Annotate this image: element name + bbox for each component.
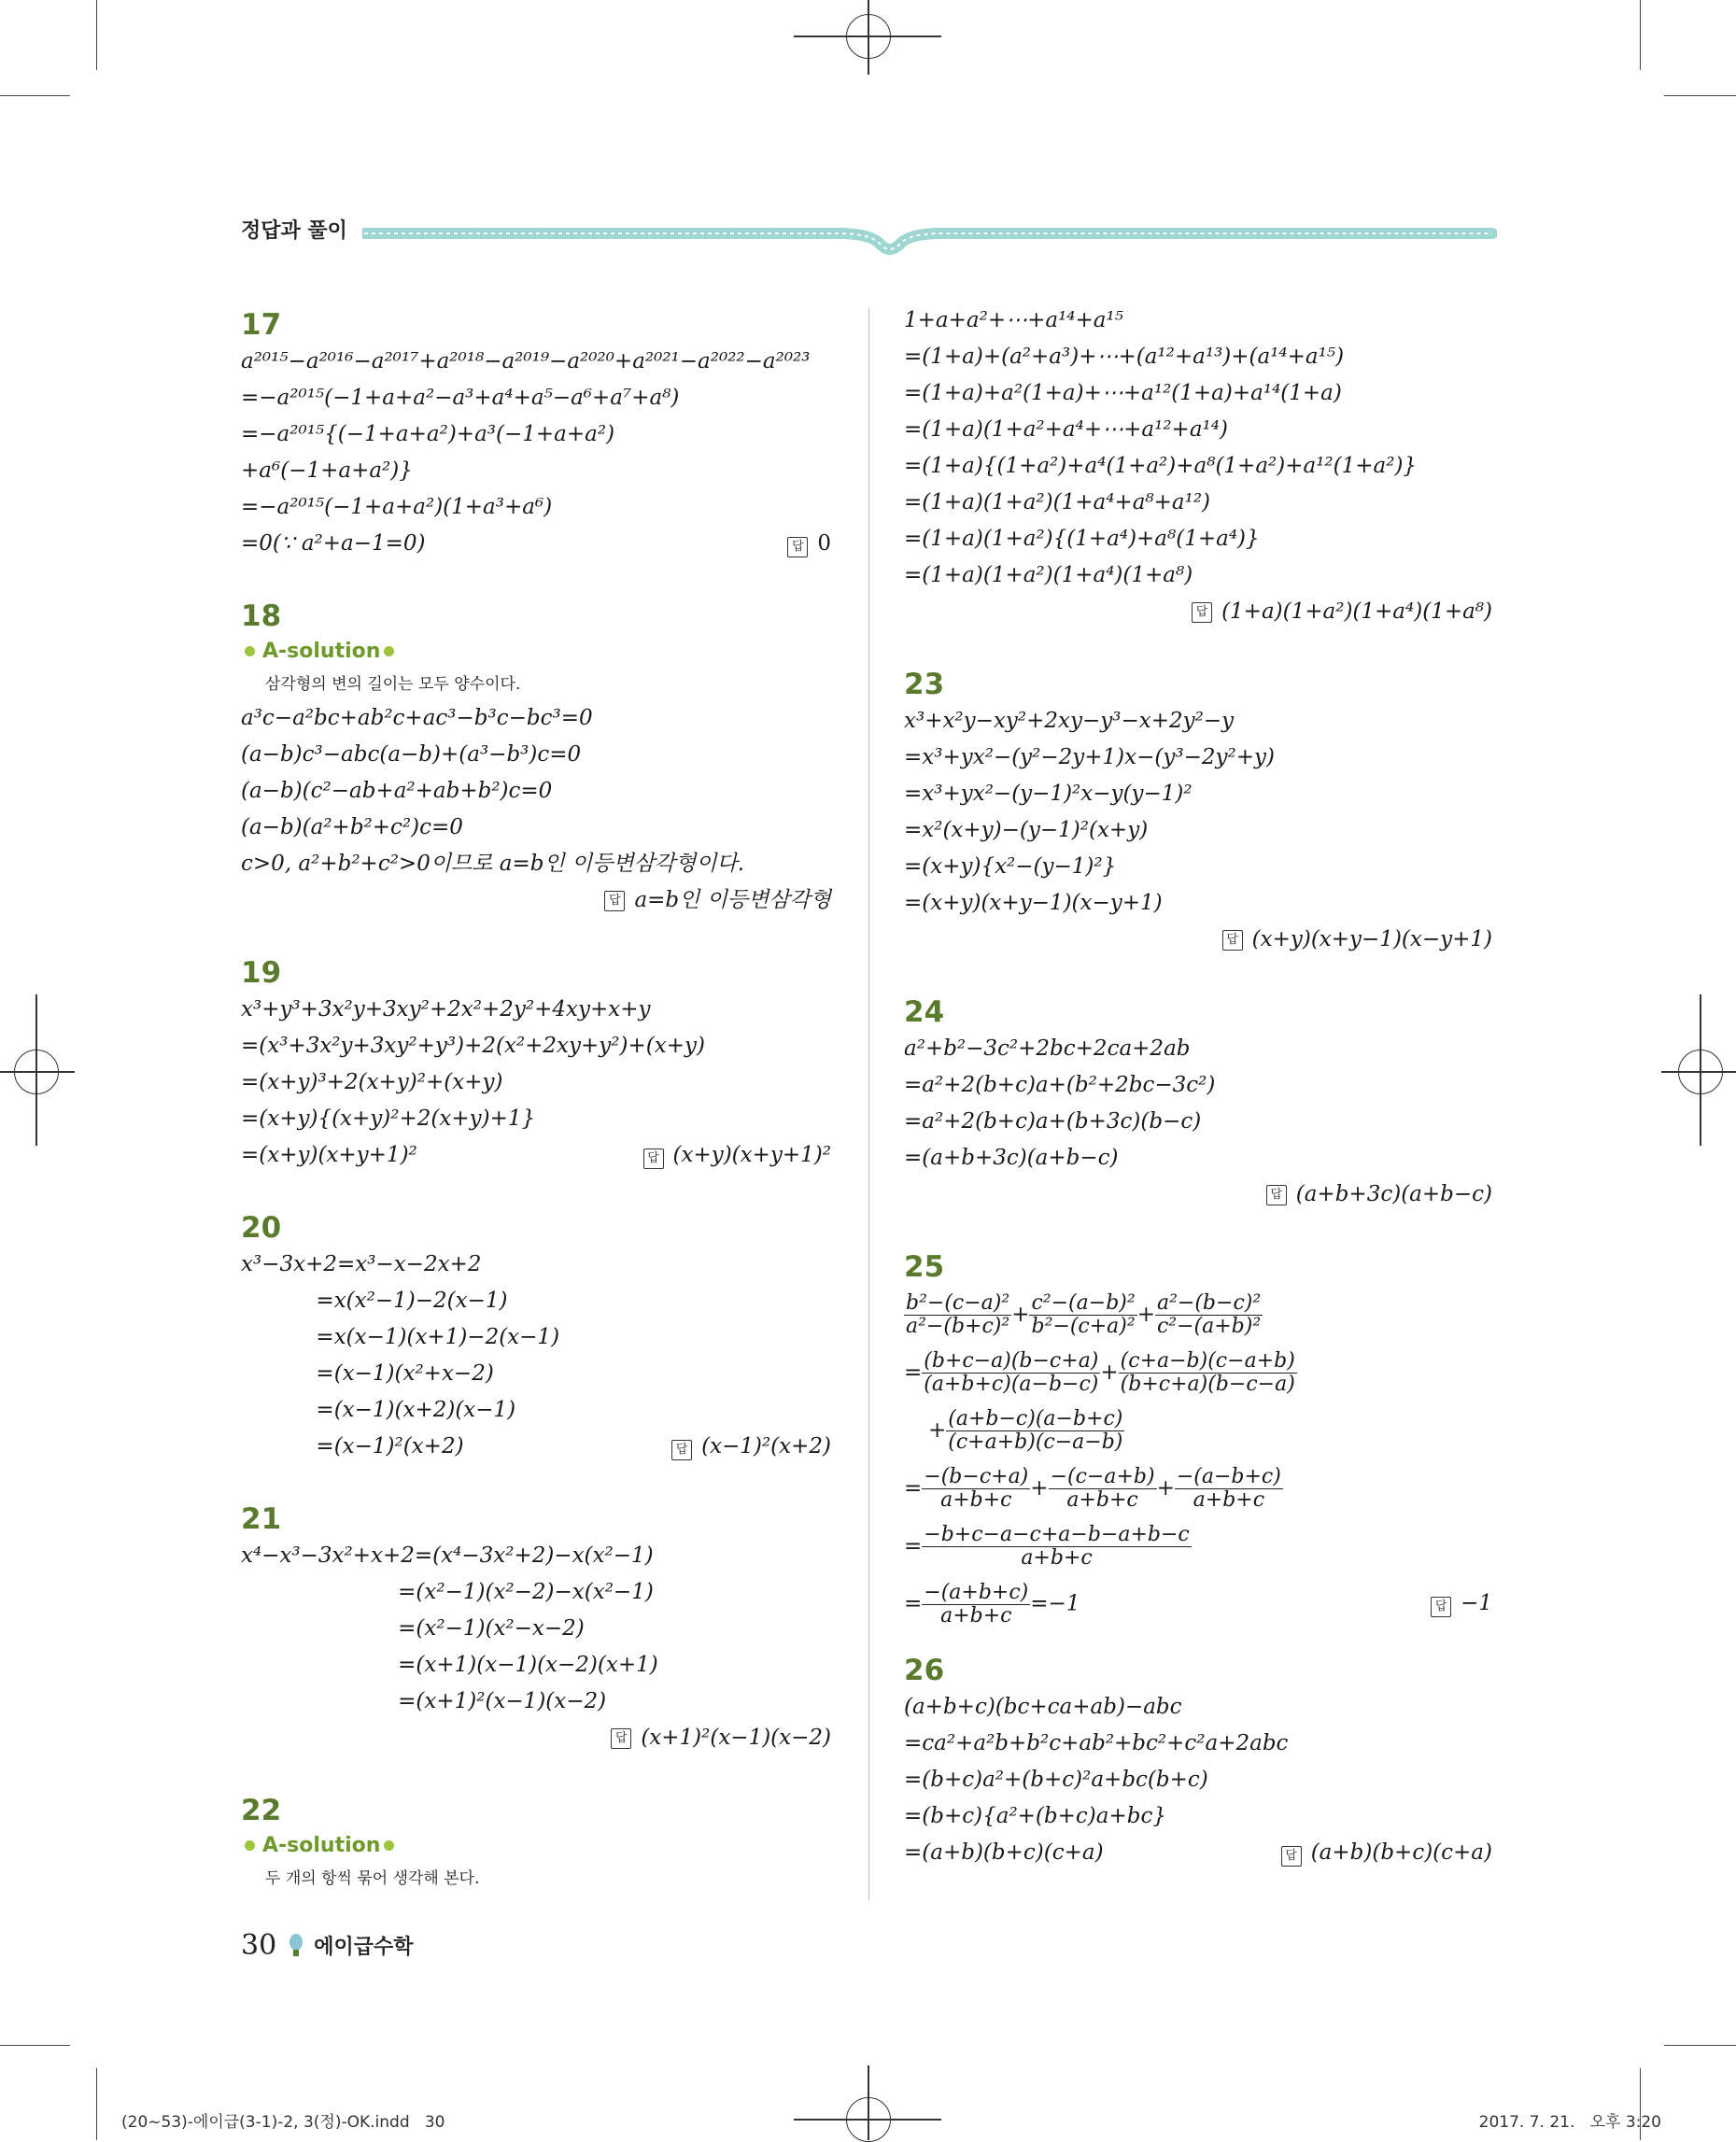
answer-mark-icon: 답	[1222, 930, 1243, 951]
solution-line: =(b+c){a²+(b+c)a+bc}	[904, 1804, 1166, 1828]
problem-18	[241, 598, 831, 919]
answer-mark-icon: 답	[1266, 1185, 1287, 1205]
fraction-line: = $\frac{-b+c-a-c+a-b-a+b-c}{a+b+c}$	[904, 1522, 1190, 1570]
fraction: $\frac{\text{a²−(b−c)²}}{\text{c²−(a+b)²}}$	[1156, 1290, 1262, 1338]
crop-mark	[1640, 0, 1641, 70]
bullet-icon	[245, 646, 255, 656]
solution-line: =0(∵ a²+a−1=0)	[241, 531, 426, 556]
solution-line: =−1	[1030, 1591, 1080, 1615]
problem-20	[241, 1209, 831, 1465]
fraction: $\frac{-(c-a+b)}{a+b+c}$	[1050, 1464, 1155, 1512]
fraction: $\frac{(c+a-b)(c-a+b)}{(b+c+a)(b-c-a)}$	[1120, 1348, 1295, 1396]
solution-line: =(x−1)²(x+2)	[241, 1434, 464, 1459]
solution-line: =x(x−1)(x+1)−2(x−1)	[241, 1325, 560, 1349]
answer-mark-icon: 답	[1431, 1597, 1451, 1617]
answer-row	[241, 1137, 831, 1174]
answer-row	[241, 526, 831, 562]
problem-26	[904, 1652, 1492, 1871]
problem-24	[904, 993, 1492, 1213]
problem-19	[241, 954, 831, 1174]
answer-mark-icon: 답	[787, 537, 808, 557]
solution-line: =(1+a)(1+a²){(1+a⁴)+a⁸(1+a⁴)}	[904, 527, 1260, 551]
solution-line: =(x+y)(x+y+1)²	[241, 1143, 417, 1167]
page-footer	[241, 1929, 413, 1962]
solution-line: (a+b+c)(bc+ca+ab)−abc	[904, 1695, 1182, 1719]
fraction-line: = $\frac{(b+c-a)(b-c+a)}{(a+b+c)(a-b-c)}$ + $\frac{(c+a-b)(c-a+b)}{(b+c+a)(b-c-a)}$	[904, 1348, 1295, 1396]
header-ribbon	[362, 217, 1497, 263]
fraction: $\frac{-b+c-a-c+a-b-a+b-c}{a+b+c}$	[924, 1522, 1190, 1570]
bullet-icon	[245, 1840, 255, 1851]
solution-line: x³+y³+3x²y+3xy²+2x²+2y²+4xy+x+y	[241, 997, 651, 1022]
answer-value: (a+b+3c)(a+b−c)	[1295, 1182, 1492, 1206]
solution-line: =(x²−1)(x²−2)−x(x²−1)	[241, 1580, 654, 1604]
problem-21	[241, 1501, 831, 1756]
problem-number: 25	[904, 1250, 945, 1284]
solution-line: =(x³+3x²y+3xy²+y³)+2(x²+2xy+y²)+(x+y)	[241, 1034, 705, 1058]
problem-number: 26	[904, 1654, 945, 1687]
answer-mark-icon: 답	[1192, 602, 1212, 623]
problem-25	[904, 1248, 1492, 1633]
answer-value: (x−1)²(x+2)	[701, 1434, 831, 1459]
answer-value: (x+1)²(x−1)(x−2)	[641, 1726, 831, 1750]
fraction-line: $\frac{\text{b²−(c−a)²}}{\text{a²−(b+c)²}}$ + $\frac{\text{c²−(a−b)²}}{\text{b²−(c+a)²}}$ + $\frac{\text{a²−(b−c)²}}{\text{c²−(a+b)²}}$	[906, 1290, 1262, 1338]
answer-row	[904, 594, 1492, 630]
solution-line: =(1+a)+(a²+a³)+⋯+(a¹²+a¹³)+(a¹⁴+a¹⁵)	[904, 345, 1345, 369]
problem-number: 22	[241, 1794, 282, 1827]
solution-line: =(x−1)(x²+x−2)	[241, 1361, 494, 1386]
answer-mark-icon: 답	[643, 1149, 664, 1169]
fraction: $\frac{(a+b-c)(a-b+c)}{(c+a+b)(c-a-b)}$	[948, 1406, 1123, 1454]
answer-value: (x+y)(x+y−1)(x−y+1)	[1251, 927, 1492, 951]
problem-22	[241, 1792, 831, 1895]
solution-line: =a²+2(b+c)a+(b+3c)(b−c)	[904, 1109, 1202, 1134]
answer-value: a=b인 이등변삼각형	[634, 888, 831, 912]
fraction: $\frac{-(a-b+c)}{a+b+c}$	[1176, 1464, 1281, 1512]
solution-line: =−a²⁰¹⁵{(−1+a+a²)+a³(−1+a+a²)	[241, 422, 615, 446]
lightbulb-icon	[286, 1932, 306, 1960]
answer-mark-icon: 답	[671, 1440, 692, 1460]
solution-line: x³+x²y−xy²+2xy−y³−x+2y²−y	[904, 709, 1235, 733]
solution-line: =(a+b+3c)(a+b−c)	[904, 1146, 1119, 1170]
solution-line: a³c−a²bc+ab²c+ac³−b³c−bc³=0	[241, 706, 593, 730]
answer-value: (1+a)(1+a²)(1+a⁴)(1+a⁸)	[1221, 599, 1492, 624]
problem-number: 17	[241, 308, 282, 342]
solution-line: x³−3x+2=x³−x−2x+2	[241, 1252, 482, 1276]
hint-text: 삼각형의 변의 길이는 모두 양수이다.	[265, 675, 521, 694]
solution-line: =(1+a){(1+a²)+a⁴(1+a²)+a⁸(1+a²)+a¹²(1+a²)}	[904, 454, 1418, 478]
solution-line: 1+a+a²+⋯+a¹⁴+a¹⁵	[904, 308, 1123, 332]
solution-line: (a−b)c³−abc(a−b)+(a³−b³)c=0	[241, 742, 582, 767]
solution-line: =(x+y){x²−(y−1)²}	[904, 854, 1117, 879]
problem-number: 20	[241, 1211, 282, 1245]
bullet-icon	[384, 1840, 394, 1851]
fraction: $\frac{-(a+b+c)}{a+b+c}$	[924, 1580, 1029, 1628]
answer-mark-icon: 답	[611, 1728, 631, 1749]
solution-line: =(x+y)(x+y−1)(x−y+1)	[904, 891, 1163, 915]
solution-line: =(x+y){(x+y)²+2(x+y)+1}	[241, 1106, 536, 1131]
solution-line: =−a²⁰¹⁵(−1+a+a²)(1+a³+a⁶)	[241, 495, 553, 519]
fraction-line: + $\frac{(a+b-c)(a-b+c)}{(c+a+b)(c-a-b)}$	[928, 1406, 1123, 1454]
solution-line: a²+b²−3c²+2bc+2ca+2ab	[904, 1036, 1191, 1061]
solution-line: +a⁶(−1+a+a²)}	[241, 458, 413, 483]
fraction: $\frac{-(b-c+a)}{a+b+c}$	[924, 1464, 1029, 1512]
answer-value: −1	[1461, 1591, 1492, 1615]
solution-line: (a−b)(a²+b²+c²)c=0	[241, 815, 463, 839]
solution-line: =x³+yx²−(y²−2y+1)x−(y³−2y²+y)	[904, 745, 1275, 769]
solution-line: =(x+y)³+2(x+y)²+(x+y)	[241, 1070, 503, 1094]
problem-number: 21	[241, 1502, 282, 1536]
solution-line: =(x+1)(x−1)(x−2)(x+1)	[241, 1653, 658, 1677]
answer-mark-icon: 답	[1281, 1846, 1302, 1867]
crop-mark	[1664, 95, 1736, 96]
column-divider	[868, 308, 869, 1900]
file-info: (20~53)-에이급(3-1)-2, 3(정)-OK.indd 30	[121, 2113, 445, 2132]
brand-logo: 에이급수학	[314, 1936, 414, 1959]
page-header-title: 정답과 풀이	[241, 219, 347, 243]
solution-line: =(1+a)+a²(1+a)+⋯+a¹²(1+a)+a¹⁴(1+a)	[904, 381, 1342, 405]
crop-mark	[96, 0, 97, 70]
solution-line: =x³+yx²−(y−1)²x−y(y−1)²	[904, 782, 1193, 806]
solution-line: =(x−1)(x+2)(x−1)	[241, 1398, 516, 1422]
problem-number: 23	[904, 668, 945, 701]
a-solution-label: A-solution	[241, 1829, 831, 1863]
solution-line: =(1+a)(1+a²)(1+a⁴+a⁸+a¹²)	[904, 490, 1211, 514]
problem-23	[904, 666, 1492, 958]
answer-mark-icon: 답	[604, 891, 625, 911]
answer-row	[904, 1835, 1492, 1871]
solution-line: =(x+1)²(x−1)(x−2)	[241, 1689, 607, 1713]
fraction-line: = $\frac{-(b-c+a)}{a+b+c}$ + $\frac{-(c-a+b)}{a+b+c}$ + $\frac{-(a-b+c)}{a+b+c}$	[904, 1464, 1281, 1512]
solution-line: =(a+b)(b+c)(c+a)	[904, 1840, 1104, 1865]
solution-line: =ca²+a²b+b²c+ab²+bc²+c²a+2abc	[904, 1731, 1289, 1755]
solution-line: =x²(x+y)−(y−1)²(x+y)	[904, 818, 1149, 842]
crop-mark	[0, 95, 70, 96]
problem-number: 18	[241, 599, 282, 633]
answer-value: 0	[817, 531, 831, 556]
crop-mark	[0, 2045, 70, 2046]
fraction: $\frac{\text{b²−(c−a)²}}{\text{a²−(b+c)²}}$	[906, 1290, 1010, 1338]
bullet-icon	[384, 646, 394, 656]
hint-text: 두 개의 항씩 묶어 생각해 본다.	[265, 1869, 480, 1888]
problem-number: 19	[241, 956, 282, 990]
solution-line: =(1+a)(1+a²)(1+a⁴)(1+a⁸)	[904, 563, 1193, 587]
answer-row	[904, 922, 1492, 958]
solution-line: =a²+2(b+c)a+(b²+2bc−3c²)	[904, 1073, 1216, 1097]
fraction-line: = $\frac{-(a+b+c)}{a+b+c}$ =−1 답 −1	[904, 1580, 1492, 1628]
crop-mark	[96, 2068, 97, 2140]
a-solution-label: A-solution	[241, 635, 831, 669]
solution-line: c>0, a²+b²+c²>0이므로 a=b인 이등변삼각형이다.	[241, 852, 745, 876]
left-column	[241, 306, 831, 1895]
fraction: $\frac{\text{c²−(a−b)²}}{\text{b²−(c+a)²}}$	[1031, 1290, 1136, 1338]
solution-line: a²⁰¹⁵−a²⁰¹⁶−a²⁰¹⁷+a²⁰¹⁸−a²⁰¹⁹−a²⁰²⁰+a²⁰²¹−a²⁰²²−a²⁰²³	[241, 349, 811, 373]
answer-value: (a+b)(b+c)(c+a)	[1310, 1840, 1492, 1865]
solution-line: x⁴−x³−3x²+x+2=(x⁴−3x²+2)−x(x²−1)	[241, 1543, 654, 1568]
answer-row	[904, 1177, 1492, 1213]
fraction: $\frac{(b+c-a)(b-c+a)}{(a+b+c)(a-b-c)}$	[924, 1348, 1099, 1396]
print-timestamp: 2017. 7. 21. 오후 3:20	[1478, 2113, 1661, 2132]
solution-line: =(1+a)(1+a²+a⁴+⋯+a¹²+a¹⁴)	[904, 417, 1228, 442]
solution-line: =(b+c)a²+(b+c)²a+bc(b+c)	[904, 1768, 1208, 1792]
crop-mark	[1664, 2045, 1736, 2046]
answer-row	[241, 1429, 831, 1465]
answer-value: (x+y)(x+y+1)²	[672, 1143, 831, 1167]
solution-line: =x(x²−1)−2(x−1)	[241, 1289, 508, 1313]
problem-17	[241, 306, 831, 562]
problem-number: 24	[904, 995, 945, 1029]
solution-line: =(x²−1)(x²−x−2)	[241, 1616, 585, 1641]
right-column	[904, 303, 1492, 1871]
answer-row	[241, 1720, 831, 1756]
problem-22-continued	[904, 303, 1492, 630]
solution-line: =−a²⁰¹⁵(−1+a+a²−a³+a⁴+a⁵−a⁶+a⁷+a⁸)	[241, 386, 680, 410]
answer-row	[241, 882, 831, 919]
solution-line: (a−b)(c²−ab+a²+ab+b²)c=0	[241, 779, 553, 803]
page-number: 30	[241, 1929, 277, 1962]
